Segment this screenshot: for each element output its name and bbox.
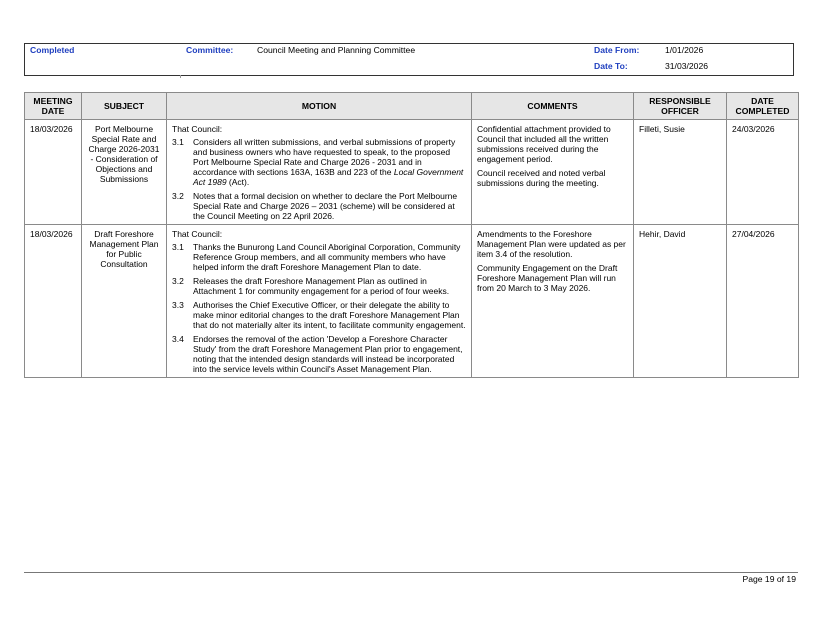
cell-subject: Port Melbourne Special Rate and Charge 2026-2031 - Consideration of Objections and Submissions xyxy=(82,120,167,225)
cell-responsible-officer: Hehir, David xyxy=(634,225,727,378)
cell-comments xyxy=(472,120,634,225)
cell-meeting-date: 18/03/2026 xyxy=(25,225,82,378)
motion-item: 3.3 Authorises the Chief Executive Officer, or their delegate the ability to make minor editorial changes to the draft Foreshore Management Plan that do not materially alter its intent, to facilitate community engagement. xyxy=(172,300,466,330)
cell-meeting-date: 18/03/2026 xyxy=(25,120,82,225)
committee-label: Committee: xyxy=(186,45,234,55)
table-row xyxy=(25,225,799,378)
comment-paragraph: Council received and noted verbal submissions during the meeting. xyxy=(477,168,606,188)
column-header-comments: COMMENTS xyxy=(472,93,634,120)
table-header-row xyxy=(25,93,799,120)
cell-motion xyxy=(167,120,472,225)
motion-item-number: 3.2 xyxy=(172,276,184,286)
motion-item: 3.1 Considers all written submissions, and verbal submissions of property and business owners who have requested to speak, to the proposed Port Melbourne Special Rate and Charge 2026 - 2031 and in accordance with sections 163A, 163B and 223 of the Local Government Act 1989 (Act). xyxy=(172,137,464,187)
motion-intro: That Council: xyxy=(172,229,223,239)
date-from-value: 1/01/2026 xyxy=(665,45,704,55)
comment-paragraph: Amendments to the Foreshore Management Plan were updated as per item 3.4 of the resolution. xyxy=(477,229,626,259)
date-to-label: Date To: xyxy=(594,61,628,71)
page-number: Page 19 of 19 xyxy=(742,574,796,584)
motion-intro: That Council: xyxy=(172,124,223,134)
cell-comments xyxy=(472,225,634,378)
motion-item-number: 3.1 xyxy=(172,137,184,147)
motion-item-number: 3.1 xyxy=(172,242,184,252)
comment-paragraph: Confidential attachment provided to Council that included all the written submissions received during the engagement period. xyxy=(477,124,611,164)
committee-value: Council Meeting and Planning Committee xyxy=(257,45,416,55)
comment-paragraph: Community Engagement on the Draft Foreshore Management Plan will run from 20 March to 3 May 2026. xyxy=(477,263,618,293)
motion-item: 3.2 Releases the draft Foreshore Management Plan as outlined in Attachment 1 for community engagement for a period of four weeks. xyxy=(172,276,450,296)
column-header-date-completed: DATE COMPLETED xyxy=(727,93,799,120)
motion-item: 3.2 Notes that a formal decision on whether to declare the Port Melbourne Special Rate and Charge 2026 – 2031 (scheme) will be considered at the Council Meeting on 22 April 2026. xyxy=(172,191,458,221)
cell-motion xyxy=(167,225,472,378)
header-divider-mark xyxy=(180,75,181,78)
column-header-motion: MOTION xyxy=(167,93,472,120)
column-header-subject: SUBJECT xyxy=(82,93,167,120)
cell-date-completed: 24/03/2026 xyxy=(727,120,799,225)
motion-item-number: 3.4 xyxy=(172,334,184,344)
motion-item-number: 3.2 xyxy=(172,191,184,201)
motion-item: 3.4 Endorses the removal of the action 'Develop a Foreshore Character Study' from the draft Foreshore Management Plan prior to engagement, noting that the intended design standards will instead be incorporated into the service levels within Council's Asset Management Plan. xyxy=(172,334,463,374)
date-from-label: Date From: xyxy=(594,45,640,55)
motion-item: 3.1 Thanks the Bunurong Land Council Aboriginal Corporation, Community Reference Group members, and all community members who have helped inform the draft Foreshore Management Plan to date. xyxy=(172,242,461,272)
cell-date-completed: 27/04/2026 xyxy=(727,225,799,378)
status-label: Completed xyxy=(30,45,75,55)
column-header-responsible-officer: RESPONSIBLE OFFICER xyxy=(634,93,727,120)
resolutions-table xyxy=(24,92,799,378)
report-header xyxy=(24,43,794,76)
date-to-value: 31/03/2026 xyxy=(665,61,709,71)
cell-responsible-officer: Filleti, Susie xyxy=(634,120,727,225)
column-header-meeting-date: MEETING DATE xyxy=(25,93,82,120)
motion-item-number: 3.3 xyxy=(172,300,184,310)
table-row xyxy=(25,120,799,225)
footer-rule xyxy=(24,572,798,573)
cell-subject: Draft Foreshore Management Plan for Public Consultation xyxy=(82,225,167,378)
